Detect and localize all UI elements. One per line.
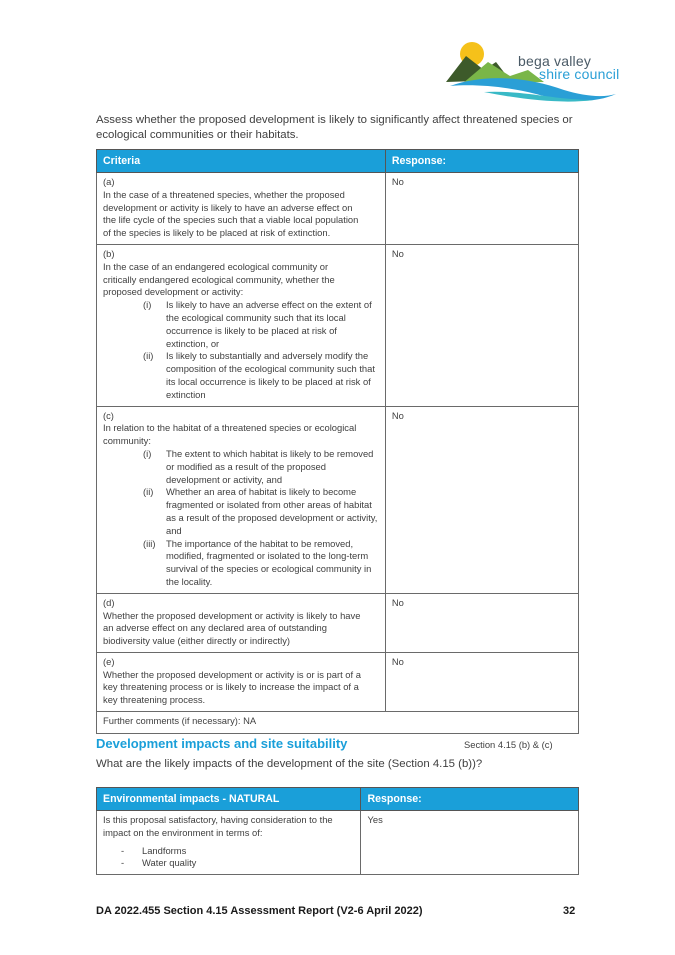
sub-criterion [143, 350, 379, 401]
criteria-cell [97, 244, 386, 406]
sub-criterion-number: (iii) [143, 537, 156, 549]
env-item-label: Water quality [142, 857, 197, 869]
impacts-question: What are the likely impacts of the development of the site (Section 4.15 (b))? [96, 758, 483, 770]
footer-report-title: DA 2022.455 Section 4.15 Assessment Report (V2-6 April 2022) [96, 905, 423, 917]
sub-criterion [143, 486, 379, 537]
criteria-cell [97, 173, 386, 245]
criterion-label: (a) [103, 176, 115, 187]
criterion-response: No [385, 173, 578, 245]
sub-criterion [143, 538, 379, 589]
logo-text-shire-council: shire council [539, 66, 620, 82]
sub-criterion-number: (i) [143, 299, 152, 311]
env-header-row [97, 788, 579, 811]
env-item: - Water quality [121, 857, 197, 869]
criterion-text: In relation to the habitat of a threatened species or ecological community: [103, 422, 357, 447]
env-response: Yes [361, 811, 579, 875]
criterion-text: Whether the proposed development or activity is likely to have an adverse effect on any declared area of outstanding biodiversity value (either directly or indirectly) [103, 609, 361, 647]
header-criteria: Criteria [97, 150, 386, 173]
criteria-table [96, 149, 579, 734]
env-row [97, 811, 579, 875]
criteria-row [97, 652, 579, 711]
criteria-cell [97, 593, 386, 652]
env-question: Is this proposal satisfactory, having consideration to the impact on the environment in terms of: [103, 814, 333, 838]
header-env-response: Response: [361, 788, 579, 811]
sub-criterion-number: (ii) [143, 350, 154, 362]
criterion-label: (c) [103, 409, 114, 421]
criterion-response: No [385, 652, 578, 711]
criteria-row [97, 406, 579, 593]
intro-text: Assess whether the proposed development is likely to significantly affect threatened species or ecological communities or their habitats. [96, 114, 573, 141]
criterion-main [103, 176, 379, 240]
criterion-label: (b) [103, 247, 115, 259]
criterion-label: (d) [103, 596, 115, 608]
sub-criterion [143, 299, 379, 350]
sub-criterion-number: (ii) [143, 486, 154, 498]
criteria-row [97, 173, 579, 245]
criteria-row [97, 593, 579, 652]
env-item: - Landforms [121, 844, 187, 856]
criterion-text: Whether the proposed development or activity is or is part of a key threatening process or is likely to increase the impact of a key threatening process. [103, 668, 361, 706]
env-item-label: Landforms [142, 844, 187, 856]
sub-criterion-text: Is likely to have an adverse effect on the extent of the ecological community such that its local occurrence is likely to be placed at risk of extinction, or [166, 299, 372, 349]
further-comments: Further comments (if necessary): NA [97, 712, 579, 734]
criterion-text: In the case of an endangered ecological community or critically endangered ecological community, whether the proposed development or activity: [103, 260, 335, 298]
criteria-row [97, 244, 579, 406]
criterion-main [103, 656, 379, 707]
section-title: Development impacts and site suitability [96, 736, 348, 751]
criterion-response: No [385, 593, 578, 652]
criteria-header-row [97, 150, 579, 173]
sub-criterion-text: The extent to which habitat is likely to be removed or modified as a result of the proposed development or activity, and [166, 447, 374, 485]
section-ref: Section 4.15 (b) & (c) [464, 739, 553, 750]
sub-criterion-text: Is likely to substantially and adversely modify the composition of the ecological community such that its local occurrence is likely to be placed at risk of extinction [166, 350, 375, 400]
page-number: 32 [563, 905, 576, 917]
criteria-cell [97, 406, 386, 593]
header-env-natural: Environmental impacts - NATURAL [97, 788, 361, 811]
sub-criterion-text: The importance of the habitat to be removed, modified, fragmented or isolated to the long-term survival of the species or ecological community in the locality. [166, 537, 372, 587]
sub-criterion-text: Whether an area of habitat is likely to become fragmented or isolated from other areas of habitat as a result of the proposed development or activity, and [166, 486, 378, 536]
sub-criterion-number: (i) [143, 447, 152, 459]
criteria-cell [97, 652, 386, 711]
criterion-response: No [385, 406, 578, 593]
env-question-cell [97, 811, 361, 875]
criterion-text: In the case of a threatened species, whether the proposed development or activity is likely to have an adverse effect on the life cycle of the species such that a viable local population of the species is likely to be placed at risk of extinction. [103, 188, 359, 239]
logo-text-bega-valley: bega valley [518, 53, 592, 69]
criterion-main [103, 597, 379, 648]
criterion-main [103, 248, 379, 299]
env-impacts-table [96, 787, 579, 875]
header-response: Response: [385, 150, 578, 173]
criterion-response: No [385, 244, 578, 406]
further-comments-row [97, 712, 579, 734]
criterion-main [103, 410, 379, 448]
criterion-label: (e) [103, 655, 115, 667]
sub-criterion [143, 448, 379, 486]
